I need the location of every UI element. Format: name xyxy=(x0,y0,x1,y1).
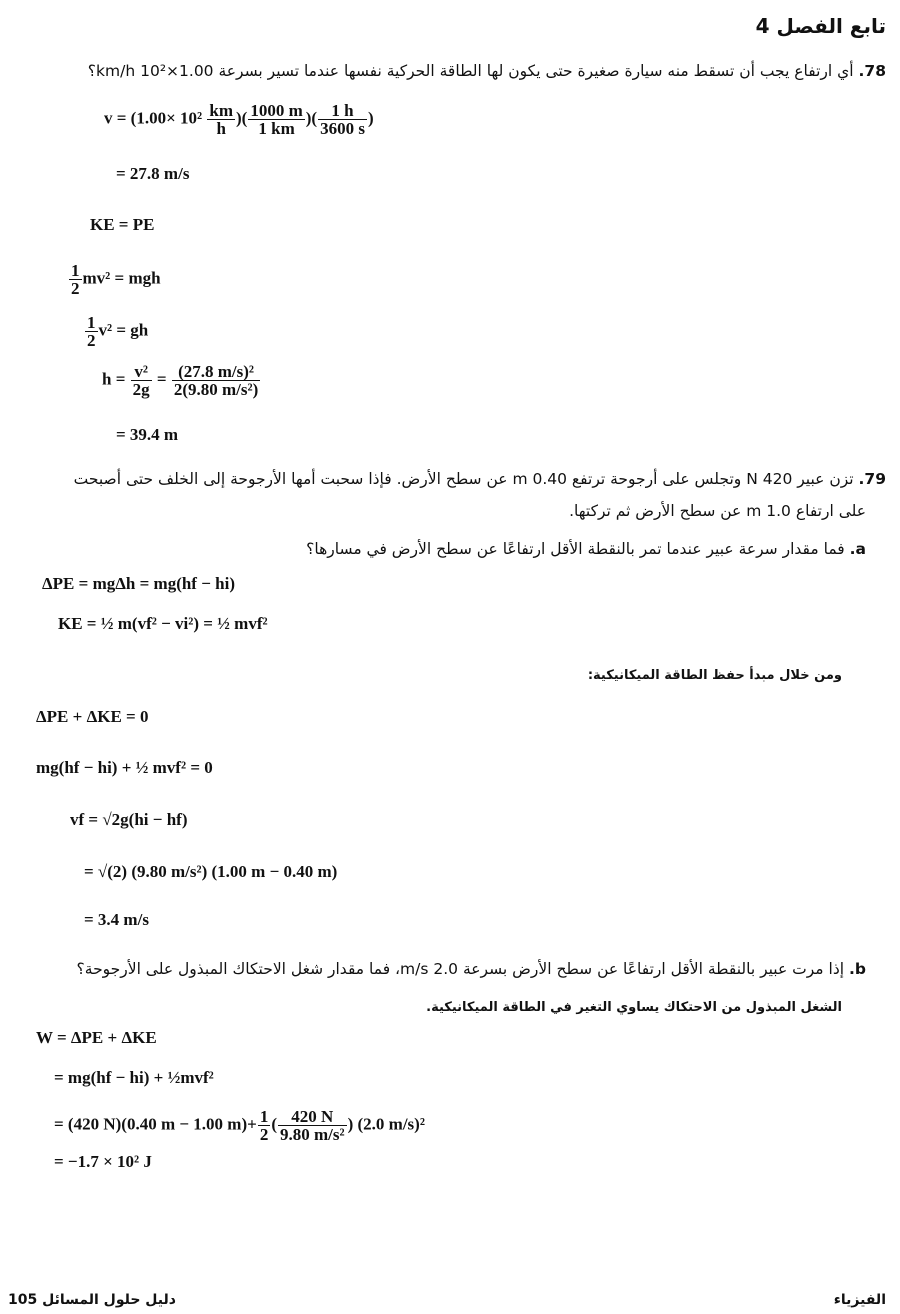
eq-vf-numeric: = √(2) (9.80 m/s²) (1.00 m − 0.40 m) xyxy=(84,862,338,881)
eq-w: W = ΔPE + ΔKE xyxy=(36,1028,157,1047)
eq-vf: vf = √2g(hi − hf) xyxy=(70,810,188,829)
question-79-text-line1: تزن عبير 420 N وتجلس على أرجوحة ترتفع 0.40 m عن سطح الأرض. فإذا سحبت أمها الأرجوحة إلى الخلف حتى أصبحت xyxy=(73,470,854,488)
part-a-label: a. xyxy=(849,540,866,558)
eq-v-result: = 27.8 m/s xyxy=(116,164,190,183)
note-conservation: ومن خلال مبدأ حفظ الطاقة الميكانيكية: xyxy=(587,668,842,683)
eq-w-result: = −1.7 × 10² J xyxy=(54,1152,152,1171)
frac-km-h: $\frac{km}{h}$ xyxy=(209,101,234,138)
eq-v-prefix: v = (1.00× 10² xyxy=(104,108,203,128)
part-b-text: إذا مرت عبير بالنقطة الأقل ارتفاعًا عن سطح الأرض بسرعة 2.0 m/s، فما مقدار شغل الاحتكاك المبذول على الأرجوحة؟ xyxy=(76,960,845,978)
question-79 xyxy=(74,466,886,492)
part-b-label: b. xyxy=(849,960,866,978)
chapter-heading: تابع الفصل 4 xyxy=(755,14,886,38)
eq-half-mv2: $\frac{1}{2}$ mv² = mgh xyxy=(71,261,161,298)
eq-vf-result: = 3.4 m/s xyxy=(84,910,149,929)
question-79-text-line2: على ارتفاع 1.0 m عن سطح الأرض ثم تركتها. xyxy=(569,502,866,520)
eq-delta-pe: ΔPE = mgΔh = mg(hf − hi) xyxy=(42,574,235,593)
eq-velocity-conversion: v = (1.00× 10² $\frac{km}{h}$ )( $\frac{1000 m}{1 km}$ )( $\frac{1 h}{3600 s}$ ) xyxy=(104,101,374,138)
eq-ke-pe: KE = PE xyxy=(90,215,155,234)
frac-1000m-1km: $\frac{1000 m}{1 km}$ xyxy=(250,101,303,138)
eq-w-step2: = mg(hf − hi) + ½mvf² xyxy=(54,1068,214,1087)
part-b xyxy=(77,956,866,982)
eq-h: h = $\frac{\text{v²}}{2g}$ = $\frac{\text{(27.8 m/s)²}}{\text{2(9.80 m/s²)}}$ xyxy=(102,362,259,399)
question-78 xyxy=(88,58,886,84)
eq-energy-sum: ΔPE + ΔKE = 0 xyxy=(36,707,149,726)
footer-page-label: دليل حلول المسائل 105 xyxy=(8,1292,176,1308)
frac-1h-3600s: $\frac{1 h}{3600 s}$ xyxy=(320,101,365,138)
eq-h-result: = 39.4 m xyxy=(116,425,179,444)
question-79-number: 79. xyxy=(858,470,886,488)
eq-ke: KE = ½ m(vf² − vi²) = ½ mvf² xyxy=(58,614,268,633)
part-a xyxy=(306,536,866,562)
footer-subject: الفيزياء xyxy=(833,1292,886,1308)
part-a-text: فما مقدار سرعة عبير عندما تمر بالنقطة الأقل ارتفاعًا عن سطح الأرض في مسارها؟ xyxy=(306,540,845,558)
eq-w-step3: = (420 N)(0.40 m − 1.00 m)+ $\frac{1}{2}$ ( $\frac{420 N}{\text{9.80 m/s²}}$ ) (2.0 m/s)² xyxy=(54,1107,425,1144)
note-friction-work: الشغل المبذول من الاحتكاك يساوي التغير في الطاقة الميكانيكية. xyxy=(426,1000,842,1015)
eq-mg-sum: mg(hf − hi) + ½ mvf² = 0 xyxy=(36,758,213,777)
question-78-number: 78. xyxy=(858,62,886,80)
question-78-text: أي ارتفاع يجب أن تسقط منه سيارة صغيرة حتى يكون لها الطاقة الحركية نفسها عندما تسير بسرعة 1.00×10² km/h؟ xyxy=(87,62,854,80)
eq-half-v2: $\frac{1}{2}$ v² = gh xyxy=(87,313,149,350)
